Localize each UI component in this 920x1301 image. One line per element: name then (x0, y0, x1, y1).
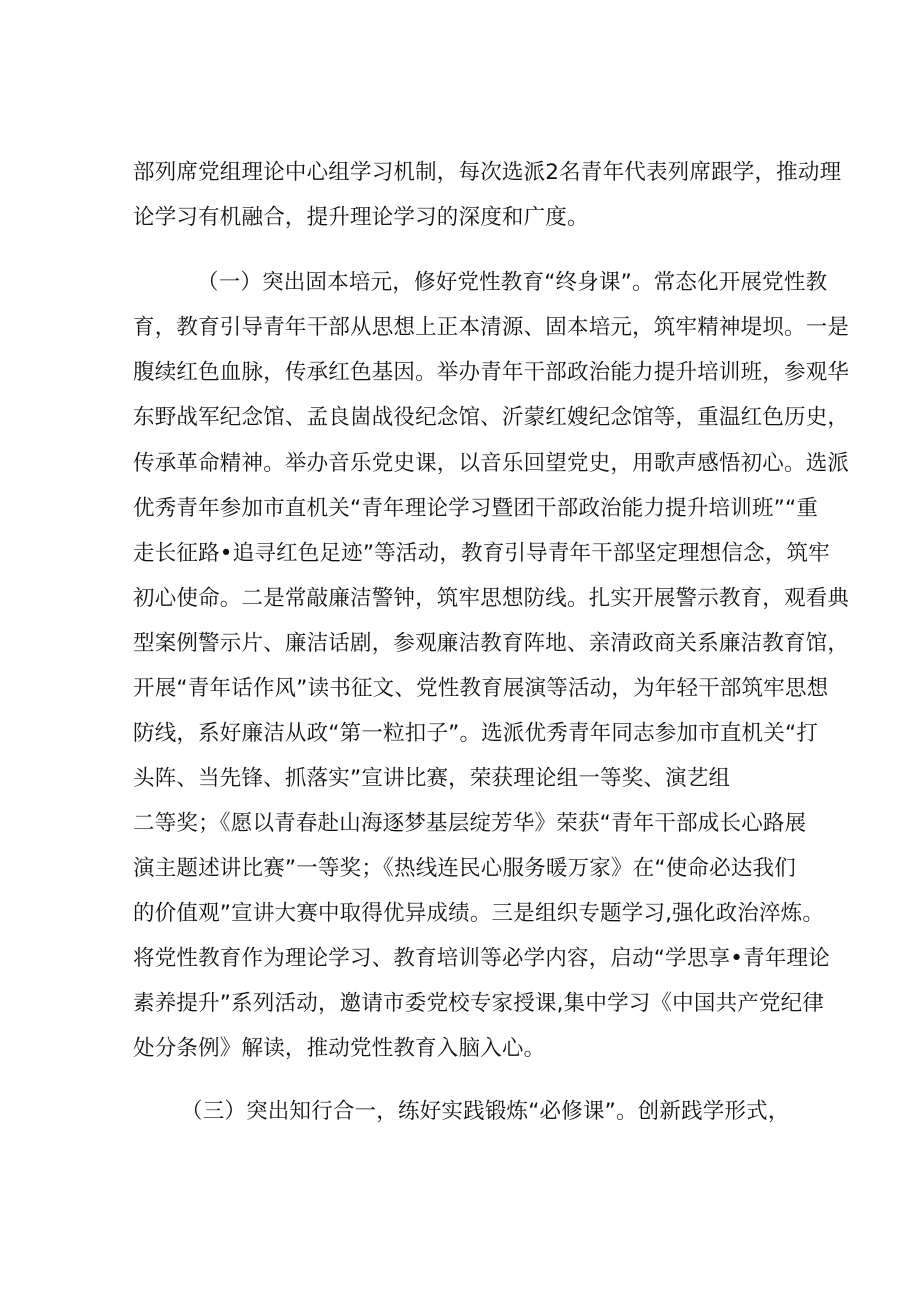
paragraph-line: 型案例警示片、廉洁话剧，参观廉洁教育阵地、亲清政商关系廉洁教育馆， (133, 631, 850, 656)
paragraph-line: 优秀青年参加市直机关“青年理论学习暨团干部政治能力提升培训班”“重 (133, 496, 819, 521)
paragraph-line: 腹续红色血脉，传承红色基因。举办青年干部政治能力提升培训班，参观华 (133, 360, 850, 385)
paragraph-line: 论学习有机融合，提升理论学习的深度和广度。 (133, 205, 589, 230)
paragraph-line: 部列席党组理论中心组学习机制，每次选派2名青年代表列席跟学，推动理 (133, 160, 842, 185)
paragraph-line: 的价值观”宣讲大赛中取得优异成绩。三是组织专题学习,强化政治淬炼。 (133, 901, 825, 926)
paragraph-line: 头阵、当先锋、抓落实”宣讲比赛，荣获理论组一等奖、演艺组 (133, 766, 731, 791)
paragraph-line: 处分条例》解读，推动党性教育入脑入心。 (133, 1036, 546, 1061)
paragraph-line: 将党性教育作为理论学习、教育培训等必学内容，启动“学思享•青年理论 (133, 946, 830, 971)
paragraph-line: 开展“青年话作风”读书征文、党性教育展演等活动，为年轻干部筑牢思想 (133, 676, 829, 701)
section-heading-line: （三）突出知行合一，练好实践锻炼“必修课”。创新践学形式， (181, 1099, 790, 1124)
paragraph-line: 二等奖；《愿以青春赴山海逐梦基层绽芳华》荣获“青年干部成长心路展 (133, 811, 807, 836)
paragraph-line: 东野战军纪念馆、孟良崮战役纪念馆、沂蒙红嫂纪念馆等，重温红色历史， (133, 405, 850, 430)
paragraph-line: 育，教育引导青年干部从思想上正本清源、固本培元，筑牢精神堤坝。一是 (133, 315, 850, 340)
paragraph-line: 防线，系好廉洁从政“第一粒扣子”。选派优秀青年同志参加市直机关“打 (133, 721, 819, 746)
paragraph-line: 素养提升”系列活动，邀请市委党校专家授课,集中学习《中国共产党纪律 (133, 991, 825, 1016)
paragraph-line: 走长征路•追寻红色足迹”等活动，教育引导青年干部坚定理想信念，筑牢 (133, 541, 830, 566)
paragraph-line: 传承革命精神。举办音乐党史课，以音乐回望党史，用歌声感悟初心。选派 (133, 451, 850, 476)
paragraph-line: 演主题述讲比赛”一等奖；《热线连民心服务暖万家》在“使命必达我们 (133, 856, 796, 881)
section-heading-line: （一）突出固本培元，修好党性教育“终身课”。常态化开展党性教 (197, 270, 828, 295)
paragraph-line: 初心使命。二是常敲廉洁警钟，筑牢思想防线。扎实开展警示教育，观看典 (133, 586, 850, 611)
